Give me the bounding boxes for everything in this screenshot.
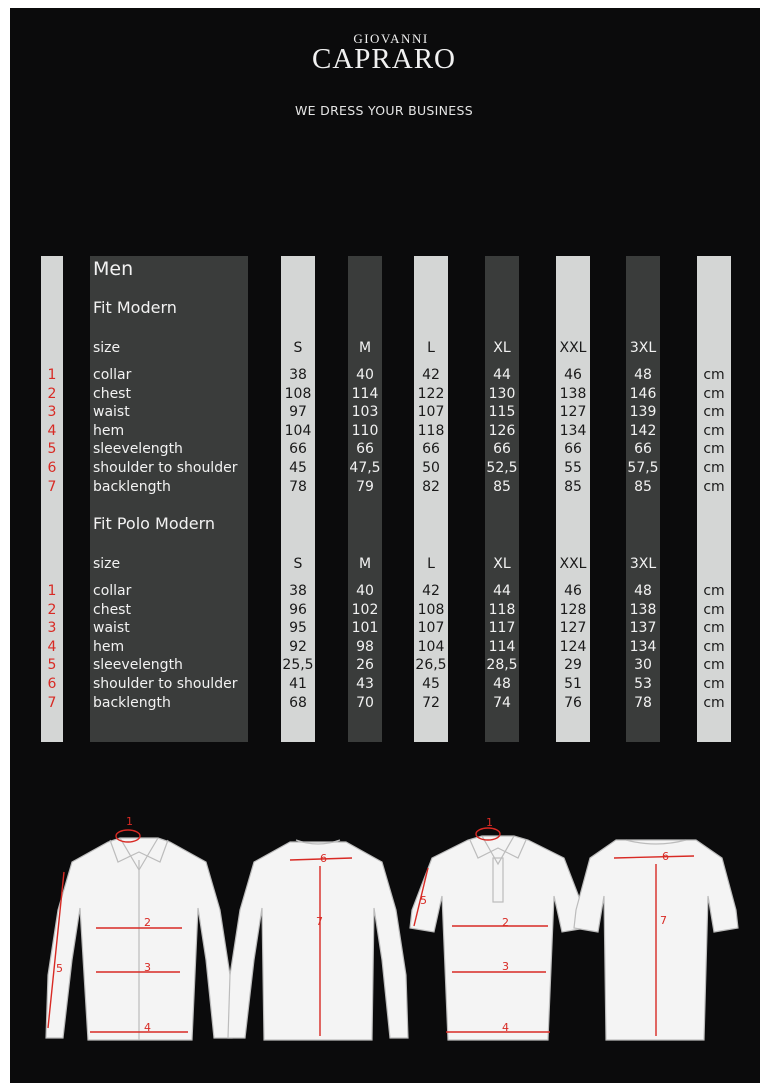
unit-label: cm [703, 422, 725, 439]
measurement-diagrams [0, 800, 768, 1080]
measurement-label: chest [93, 385, 131, 402]
unit-label: cm [703, 657, 725, 674]
measurement-value: 117 [488, 620, 516, 637]
measurement-value: 124 [559, 638, 587, 655]
measurement-value: 45 [422, 676, 440, 692]
size-header: L [427, 556, 435, 572]
brand-logo-name: CAPRARO [312, 43, 456, 75]
measurement-value: 66 [634, 441, 652, 458]
unit-label: cm [703, 441, 725, 458]
measurement-value: 48 [493, 676, 511, 692]
measurement-value: 107 [417, 620, 445, 637]
measurement-value: 122 [417, 385, 445, 402]
measurement-value: 46 [564, 367, 582, 383]
size-header: M [358, 340, 372, 356]
measurement-value: 29 [564, 657, 582, 674]
size-header: S [293, 340, 303, 356]
row-number: 7 [47, 694, 57, 711]
measurement-value: 26,5 [415, 657, 447, 674]
measurement-label: collar [93, 367, 132, 383]
measurement-value: 126 [488, 422, 516, 439]
measurement-value: 42 [422, 583, 440, 599]
size-header: XL [493, 556, 511, 572]
measurement-value: 127 [559, 404, 587, 421]
unit-label: cm [703, 478, 725, 495]
row-number: 5 [47, 657, 57, 674]
unit-label: cm [703, 583, 725, 599]
row-number: 6 [47, 460, 57, 476]
measurement-value: 85 [634, 478, 652, 495]
measurement-value: 114 [488, 638, 516, 655]
measurement-value: 26 [356, 657, 374, 674]
measurement-value: 57,5 [627, 460, 659, 476]
diagram-marker: 1 [126, 815, 133, 828]
diagram-marker: 5 [420, 894, 427, 907]
measurement-value: 137 [629, 620, 657, 637]
unit-label: cm [703, 601, 725, 618]
measurement-value: 110 [351, 422, 379, 439]
brand-logo-top: GIOVANNI [353, 31, 429, 46]
row-number: 3 [47, 404, 57, 421]
measurement-value: 47,5 [349, 460, 381, 476]
diagram-marker: 4 [502, 1021, 509, 1034]
row-number: 4 [47, 422, 57, 439]
measurement-value: 104 [284, 422, 312, 439]
measurement-value: 74 [493, 694, 511, 711]
measurement-value: 68 [289, 694, 307, 711]
measurement-value: 66 [493, 441, 511, 458]
measurement-value: 30 [634, 657, 652, 674]
measurement-label: shoulder to shoulder [93, 460, 238, 476]
measurement-value: 130 [488, 385, 516, 402]
measurement-value: 48 [634, 367, 652, 383]
measurement-value: 52,5 [486, 460, 518, 476]
diagram-marker: 7 [316, 915, 323, 928]
measurement-value: 43 [356, 676, 374, 692]
measurement-value: 66 [422, 441, 440, 458]
measurement-value: 128 [559, 601, 587, 618]
size-row-label: size [93, 556, 121, 572]
size-header: M [358, 556, 372, 572]
row-number: 7 [47, 478, 57, 495]
measurement-value: 40 [356, 367, 374, 383]
measurement-value: 95 [289, 620, 307, 637]
measurement-value: 41 [289, 676, 307, 692]
measurement-value: 40 [356, 583, 374, 599]
measurement-value: 25,5 [282, 657, 314, 674]
measurement-value: 55 [564, 460, 582, 476]
unit-label: cm [703, 460, 725, 476]
measurement-label: hem [93, 422, 125, 439]
polo-front-diagram [410, 836, 586, 1040]
measurement-value: 66 [289, 441, 307, 458]
measurement-value: 66 [356, 441, 374, 458]
shirt-back-diagram [228, 840, 408, 1040]
shirt-front-diagram [46, 838, 232, 1040]
measurement-value: 38 [289, 367, 307, 383]
diagram-marker: 4 [144, 1021, 151, 1034]
row-number: 6 [47, 676, 57, 692]
size-header: XL [493, 340, 511, 356]
measurement-label: hem [93, 638, 125, 655]
measurement-label: sleevelength [93, 441, 183, 458]
row-number: 3 [47, 620, 57, 637]
size-header: 3XL [629, 340, 657, 356]
size-header: XXL [559, 340, 587, 356]
measurement-value: 134 [629, 638, 657, 655]
diagram-marker: 5 [56, 962, 63, 975]
measurement-value: 78 [289, 478, 307, 495]
measurement-value: 28,5 [486, 657, 518, 674]
measurement-value: 72 [422, 694, 440, 711]
measurement-value: 103 [351, 404, 379, 421]
measurement-value: 108 [284, 385, 312, 402]
unit-label: cm [703, 367, 725, 383]
unit-label: cm [703, 404, 725, 421]
measurement-value: 107 [417, 404, 445, 421]
diagram-marker: 6 [320, 852, 327, 865]
row-number: 5 [47, 441, 57, 458]
unit-label: cm [703, 676, 725, 692]
measurement-value: 102 [351, 601, 379, 618]
measurement-value: 115 [488, 404, 516, 421]
measurement-value: 138 [559, 385, 587, 402]
size-header: 3XL [629, 556, 657, 572]
measurement-value: 78 [634, 694, 652, 711]
measurement-label: waist [93, 404, 130, 421]
measurement-value: 146 [629, 385, 657, 402]
measurement-value: 118 [417, 422, 445, 439]
diagram-marker: 2 [144, 916, 151, 929]
row-number: 1 [47, 583, 57, 599]
measurement-label: backlength [93, 478, 171, 495]
section-heading: Fit Modern [93, 298, 177, 317]
unit-label: cm [703, 385, 725, 402]
measurement-value: 66 [564, 441, 582, 458]
diagram-marker: 1 [486, 816, 493, 829]
measurement-value: 44 [493, 583, 511, 599]
section-heading: Fit Polo Modern [93, 514, 216, 533]
measurement-value: 48 [634, 583, 652, 599]
measurement-value: 85 [564, 478, 582, 495]
measurement-label: sleevelength [93, 657, 183, 674]
measurement-value: 96 [289, 601, 307, 618]
measurement-value: 134 [559, 422, 587, 439]
measurement-value: 76 [564, 694, 582, 711]
measurement-value: 53 [634, 676, 652, 692]
measurement-value: 51 [564, 676, 582, 692]
measurement-label: collar [93, 583, 132, 599]
size-row-label: size [93, 340, 121, 356]
measurement-label: waist [93, 620, 130, 637]
measurement-value: 70 [356, 694, 374, 711]
measurement-value: 46 [564, 583, 582, 599]
measurement-label: shoulder to shoulder [93, 676, 238, 692]
measurement-value: 82 [422, 478, 440, 495]
diagram-marker: 3 [502, 960, 509, 973]
diagram-marker: 7 [660, 914, 667, 927]
measurement-value: 138 [629, 601, 657, 618]
diagram-marker: 6 [662, 850, 669, 863]
measurement-label: backlength [93, 694, 171, 711]
measurement-value: 101 [351, 620, 379, 637]
measurement-value: 42 [422, 367, 440, 383]
measurement-value: 45 [289, 460, 307, 476]
row-number: 2 [47, 385, 57, 402]
diagram-marker: 2 [502, 916, 509, 929]
brand-logo [0, 32, 768, 73]
measurement-value: 139 [629, 404, 657, 421]
measurement-value: 92 [289, 638, 307, 655]
measurement-label: chest [93, 601, 131, 618]
size-header: L [427, 340, 435, 356]
measurement-value: 98 [356, 638, 374, 655]
row-number: 4 [47, 638, 57, 655]
tagline: WE DRESS YOUR BUSINESS [295, 103, 473, 118]
measurement-value: 85 [493, 478, 511, 495]
measurement-value: 44 [493, 367, 511, 383]
measurement-value: 114 [351, 385, 379, 402]
measurement-value: 97 [289, 404, 307, 421]
row-number: 2 [47, 601, 57, 618]
row-number: 1 [47, 367, 57, 383]
size-header: XXL [559, 556, 587, 572]
unit-label: cm [703, 620, 725, 637]
measurement-value: 127 [559, 620, 587, 637]
measurement-value: 104 [417, 638, 445, 655]
measurement-value: 108 [417, 601, 445, 618]
measurement-value: 50 [422, 460, 440, 476]
unit-label: cm [703, 694, 725, 711]
measurement-value: 118 [488, 601, 516, 618]
measurement-value: 38 [289, 583, 307, 599]
unit-label: cm [703, 638, 725, 655]
measurement-value: 79 [356, 478, 374, 495]
size-header: S [293, 556, 303, 572]
diagram-marker: 3 [144, 961, 151, 974]
table-title: Men [93, 258, 134, 280]
measurement-value: 142 [629, 422, 657, 439]
